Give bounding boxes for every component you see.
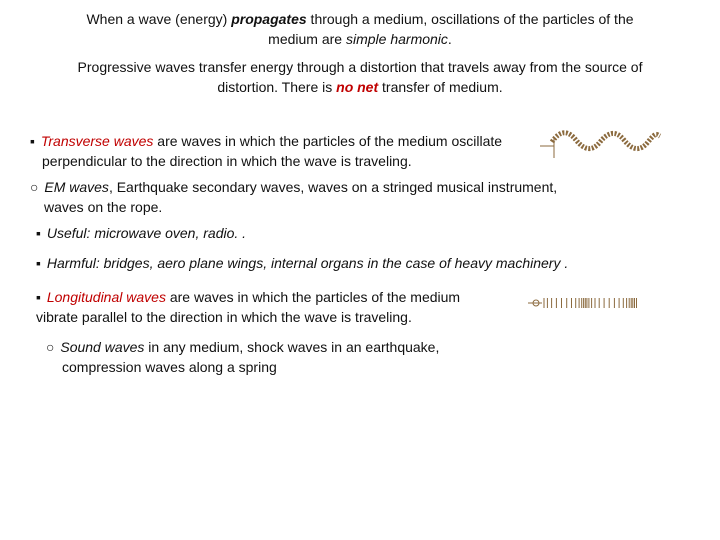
transverse-harmful — [36, 253, 716, 273]
intro-paragraph — [20, 9, 700, 49]
intro-text-1: When a wave (energy) — [86, 11, 232, 27]
transverse-term: Transverse waves — [40, 133, 154, 149]
intro-propagates: propagates — [231, 11, 307, 27]
transverse-examples-text-2: waves on the rope. — [44, 199, 163, 215]
square-bullet-icon: ▪ — [36, 255, 41, 271]
longitudinal-examples — [46, 337, 546, 377]
longitudinal-text-2: vibrate parallel to the direction in which the wave is traveling. — [36, 309, 412, 325]
useful-text: Useful: microwave oven, radio. . — [46, 225, 247, 241]
sound-waves-term: Sound waves — [60, 339, 145, 355]
transverse-definition — [30, 131, 540, 171]
transverse-useful — [36, 223, 636, 243]
em-waves-term: EM waves — [44, 179, 109, 195]
longitudinal-wave-spring-icon — [528, 291, 640, 315]
intro-text-2: through a medium, oscillations of the particles of the — [306, 11, 634, 27]
progressive-text-2: distortion. There is — [217, 79, 337, 95]
longitudinal-term: Longitudinal waves — [46, 289, 166, 305]
circle-bullet-icon: ○ — [30, 179, 39, 195]
intro-period: . — [447, 31, 452, 47]
longitudinal-spring-coils — [544, 298, 637, 308]
square-bullet-icon: ▪ — [36, 225, 41, 241]
square-bullet-icon: ▪ — [36, 289, 41, 305]
longitudinal-text-1: are waves in which the particles of the medium — [165, 289, 461, 305]
transverse-text-1: are waves in which the particles of the medium oscillate — [153, 133, 503, 149]
transverse-text-2: perpendicular to the direction in which the wave is traveling. — [42, 153, 412, 169]
transverse-examples — [30, 177, 630, 217]
harmful-text: Harmful: bridges, aero plane wings, internal organs in the case of heavy machinery . — [46, 255, 569, 271]
progressive-text-3: transfer of medium. — [378, 79, 503, 95]
transverse-wave-spring-icon — [538, 128, 662, 162]
progressive-paragraph — [20, 57, 700, 97]
circle-bullet-icon: ○ — [46, 339, 55, 355]
intro-simple-harmonic: simple harmonic — [345, 31, 448, 47]
square-bullet-icon: ▪ — [30, 133, 35, 149]
longitudinal-examples-text-1: in any medium, shock waves in an earthquake, — [144, 339, 440, 355]
transverse-examples-text-1: , Earthquake secondary waves, waves on a stringed musical instrument, — [108, 179, 558, 195]
transverse-wave-coil — [552, 133, 660, 149]
progressive-no-net: no net — [336, 79, 379, 95]
longitudinal-definition — [36, 287, 516, 327]
progressive-text-1: Progressive waves transfer energy through a distortion that travels away from the source of — [77, 59, 643, 75]
longitudinal-examples-text-2: compression waves along a spring — [62, 359, 277, 375]
intro-text-3: medium are — [268, 31, 346, 47]
